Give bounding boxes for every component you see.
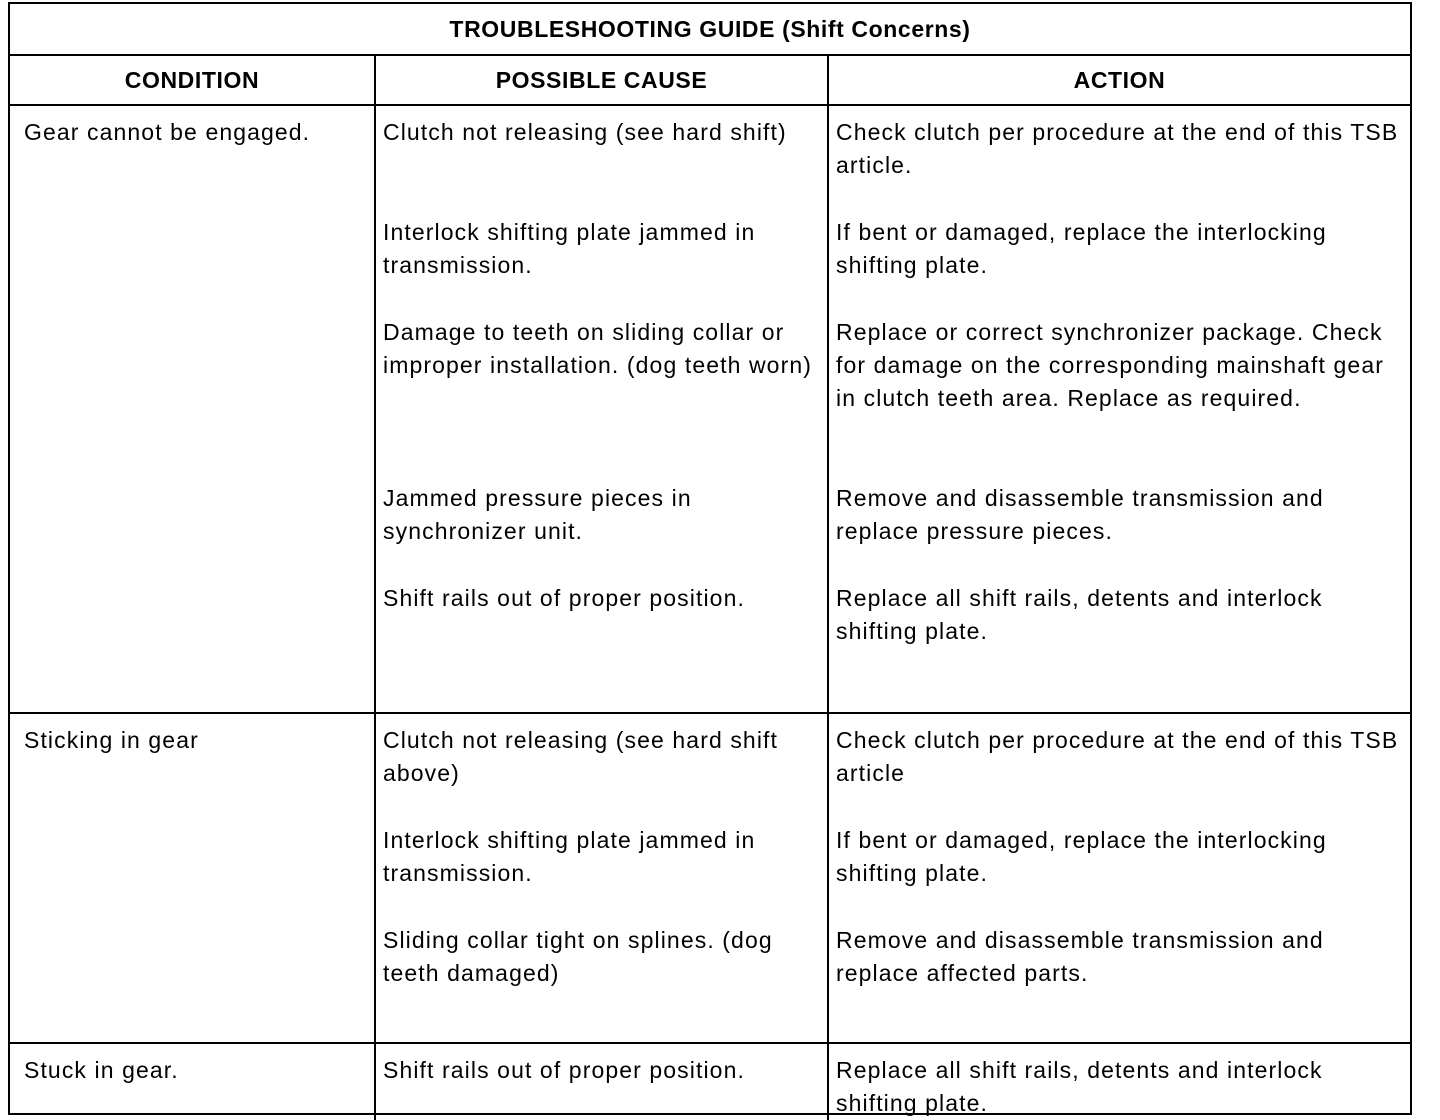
cause-entry: Clutch not releasing (see hard shift above)	[383, 727, 779, 786]
condition-text: Stuck in gear.	[24, 1057, 179, 1083]
cause-entry: Shift rails out of proper position.	[383, 585, 745, 611]
action-entry: Remove and disassemble transmission and replace pressure pieces.	[836, 485, 1324, 544]
condition-cell	[10, 105, 375, 713]
action-cell	[828, 105, 1410, 713]
header-action: ACTION	[828, 56, 1410, 105]
action-entry: Replace or correct synchronizer package. Check for damage on the corresponding mainshaft gear in clutch teeth area. Replace as required.	[836, 319, 1384, 411]
cause-entry: Interlock shifting plate jammed in transmission.	[383, 219, 756, 278]
cause-cell	[375, 105, 828, 713]
condition-text: Sticking in gear	[24, 727, 199, 753]
action-entry: Check clutch per procedure at the end of this TSB article.	[836, 119, 1399, 178]
condition-text: Gear cannot be engaged.	[24, 119, 311, 145]
action-entry: If bent or damaged, replace the interlocking shifting plate.	[836, 827, 1327, 886]
cause-entry: Clutch not releasing (see hard shift)	[383, 119, 787, 145]
condition-cell	[10, 1043, 375, 1120]
cause-entry: Shift rails out of proper position.	[383, 1057, 745, 1083]
condition-cell	[10, 713, 375, 1043]
action-cell	[828, 1043, 1410, 1120]
guide-title: TROUBLESHOOTING GUIDE (Shift Concerns)	[10, 4, 1410, 56]
header-possible-cause: POSSIBLE CAUSE	[375, 56, 828, 105]
cause-entry: Damage to teeth on sliding collar or improper installation. (dog teeth worn)	[383, 319, 812, 378]
action-cell	[828, 713, 1410, 1043]
header-row	[10, 56, 1410, 105]
cause-entry: Jammed pressure pieces in synchronizer unit.	[383, 485, 692, 544]
troubleshooting-guide-document	[8, 2, 1412, 1115]
cause-cell	[375, 1043, 828, 1120]
table-row	[10, 105, 1410, 713]
action-entry: Remove and disassemble transmission and replace affected parts.	[836, 927, 1324, 986]
cause-entry: Interlock shifting plate jammed in transmission.	[383, 827, 756, 886]
action-entry: Replace all shift rails, detents and interlock shifting plate.	[836, 585, 1323, 644]
cause-entry: Sliding collar tight on splines. (dog teeth damaged)	[383, 927, 773, 986]
cause-cell	[375, 713, 828, 1043]
action-entry: Replace all shift rails, detents and interlock shifting plate.	[836, 1057, 1323, 1116]
header-condition: CONDITION	[10, 56, 375, 105]
table-row	[10, 1043, 1410, 1120]
action-entry: If bent or damaged, replace the interlocking shifting plate.	[836, 219, 1327, 278]
table-row	[10, 713, 1410, 1043]
troubleshooting-table	[10, 56, 1410, 1120]
action-entry: Check clutch per procedure at the end of this TSB article	[836, 727, 1399, 786]
